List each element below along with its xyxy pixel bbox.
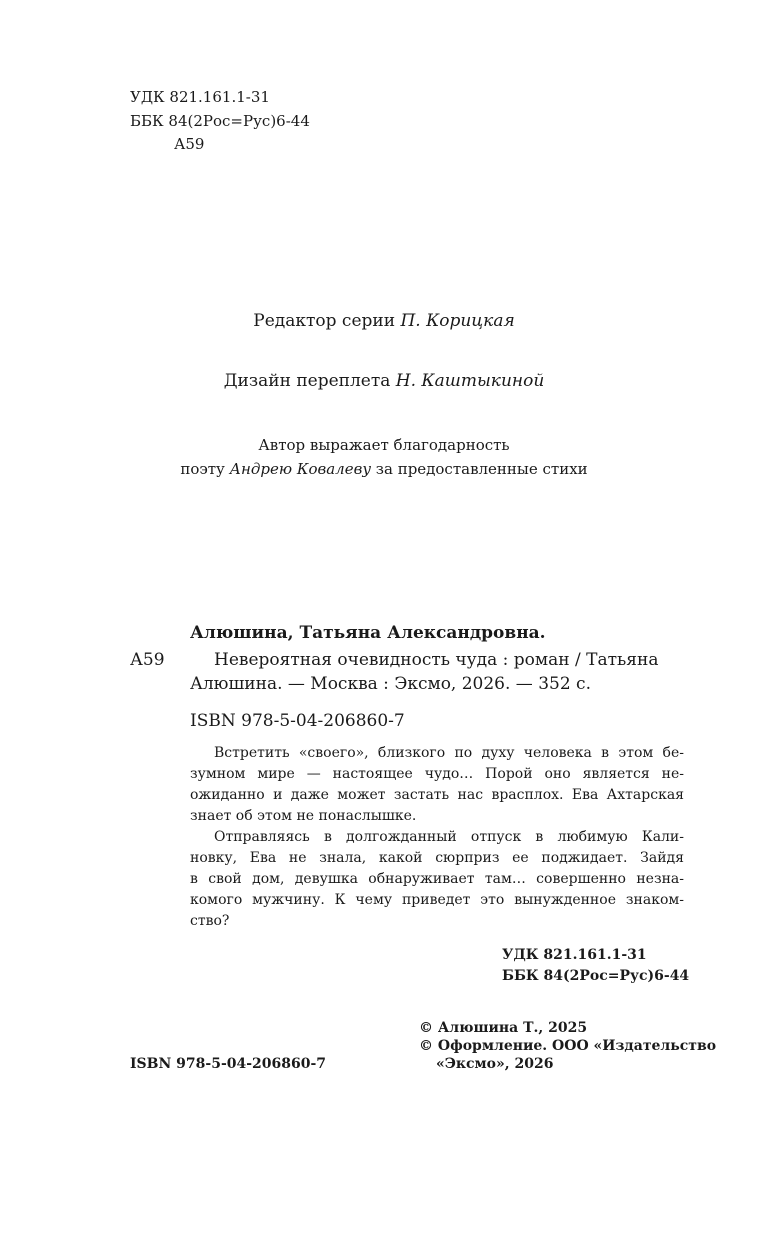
annotation-paragraph-2: [190, 827, 684, 932]
annotation-line: ожиданно и даже может застать нас врасплох. Ева Ахтарская: [190, 787, 684, 803]
cover-design: Дизайн переплета Н. Каштыкиной: [223, 371, 545, 391]
record-title-line-1: Невероятная очевидность чуда : роман / Татьяна: [214, 650, 659, 670]
record-title-line-2: Алюшина. — Москва : Эксмо, 2026. — 352 с.: [190, 674, 591, 694]
annotation-line: Встретить «своего», близкого по духу человека в этом бе-: [214, 745, 684, 761]
record-code: А59: [130, 650, 165, 670]
author-code-header: А59: [174, 135, 205, 153]
annotation-line: знает об этом не понаслышке.: [190, 808, 417, 824]
annotation-line: ство?: [190, 913, 230, 929]
record-isbn: ISBN 978-5-04-206860-7: [190, 711, 405, 731]
bbk-header: ББК 84(2Рос=Рус)6-44: [130, 112, 310, 130]
poet-name: Андрею Ковалеву: [229, 460, 372, 478]
annotation-line: зумном мире — настоящее чудо… Порой оно является не-: [190, 766, 684, 782]
copyright-design: © Оформление. ООО «Издательство: [419, 1038, 717, 1054]
annotation-line: в свой дом, девушка обнаруживает там… совершенно незна-: [190, 871, 684, 887]
series-editor: Редактор серии П. Корицкая: [253, 311, 515, 331]
annotation-paragraph-1: [190, 743, 684, 827]
udk-classification: УДК 821.161.1-31: [502, 947, 647, 963]
annotation-line: комого мужчину. К чему приведет это вынужденное знаком-: [190, 892, 684, 908]
record-author: Алюшина, Татьяна Александровна.: [190, 623, 546, 643]
annotation-line: Отправляясь в долгожданный отпуск в любимую Кали-: [214, 829, 684, 845]
annotation: [190, 743, 684, 932]
annotation-line: новку, Ева не знала, какой сюрприз ее поджидает. Зайдя: [190, 850, 684, 866]
series-editor-name: П. Корицкая: [400, 311, 515, 331]
cover-designer-name: Н. Каштыкиной: [395, 371, 545, 391]
footer-isbn: ISBN 978-5-04-206860-7: [130, 1056, 327, 1072]
copyright-author: © Алюшина Т., 2025: [419, 1020, 588, 1036]
thanks-line-1: Автор выражает благодарность: [258, 436, 510, 454]
copyright-publisher: «Эксмо», 2026: [436, 1056, 554, 1072]
thanks-line-2: поэту Андрею Ковалеву за предоставленные стихи: [180, 460, 588, 478]
udk-header: УДК 821.161.1-31: [130, 88, 270, 106]
bbk-classification: ББК 84(2Рос=Рус)6-44: [502, 968, 690, 984]
